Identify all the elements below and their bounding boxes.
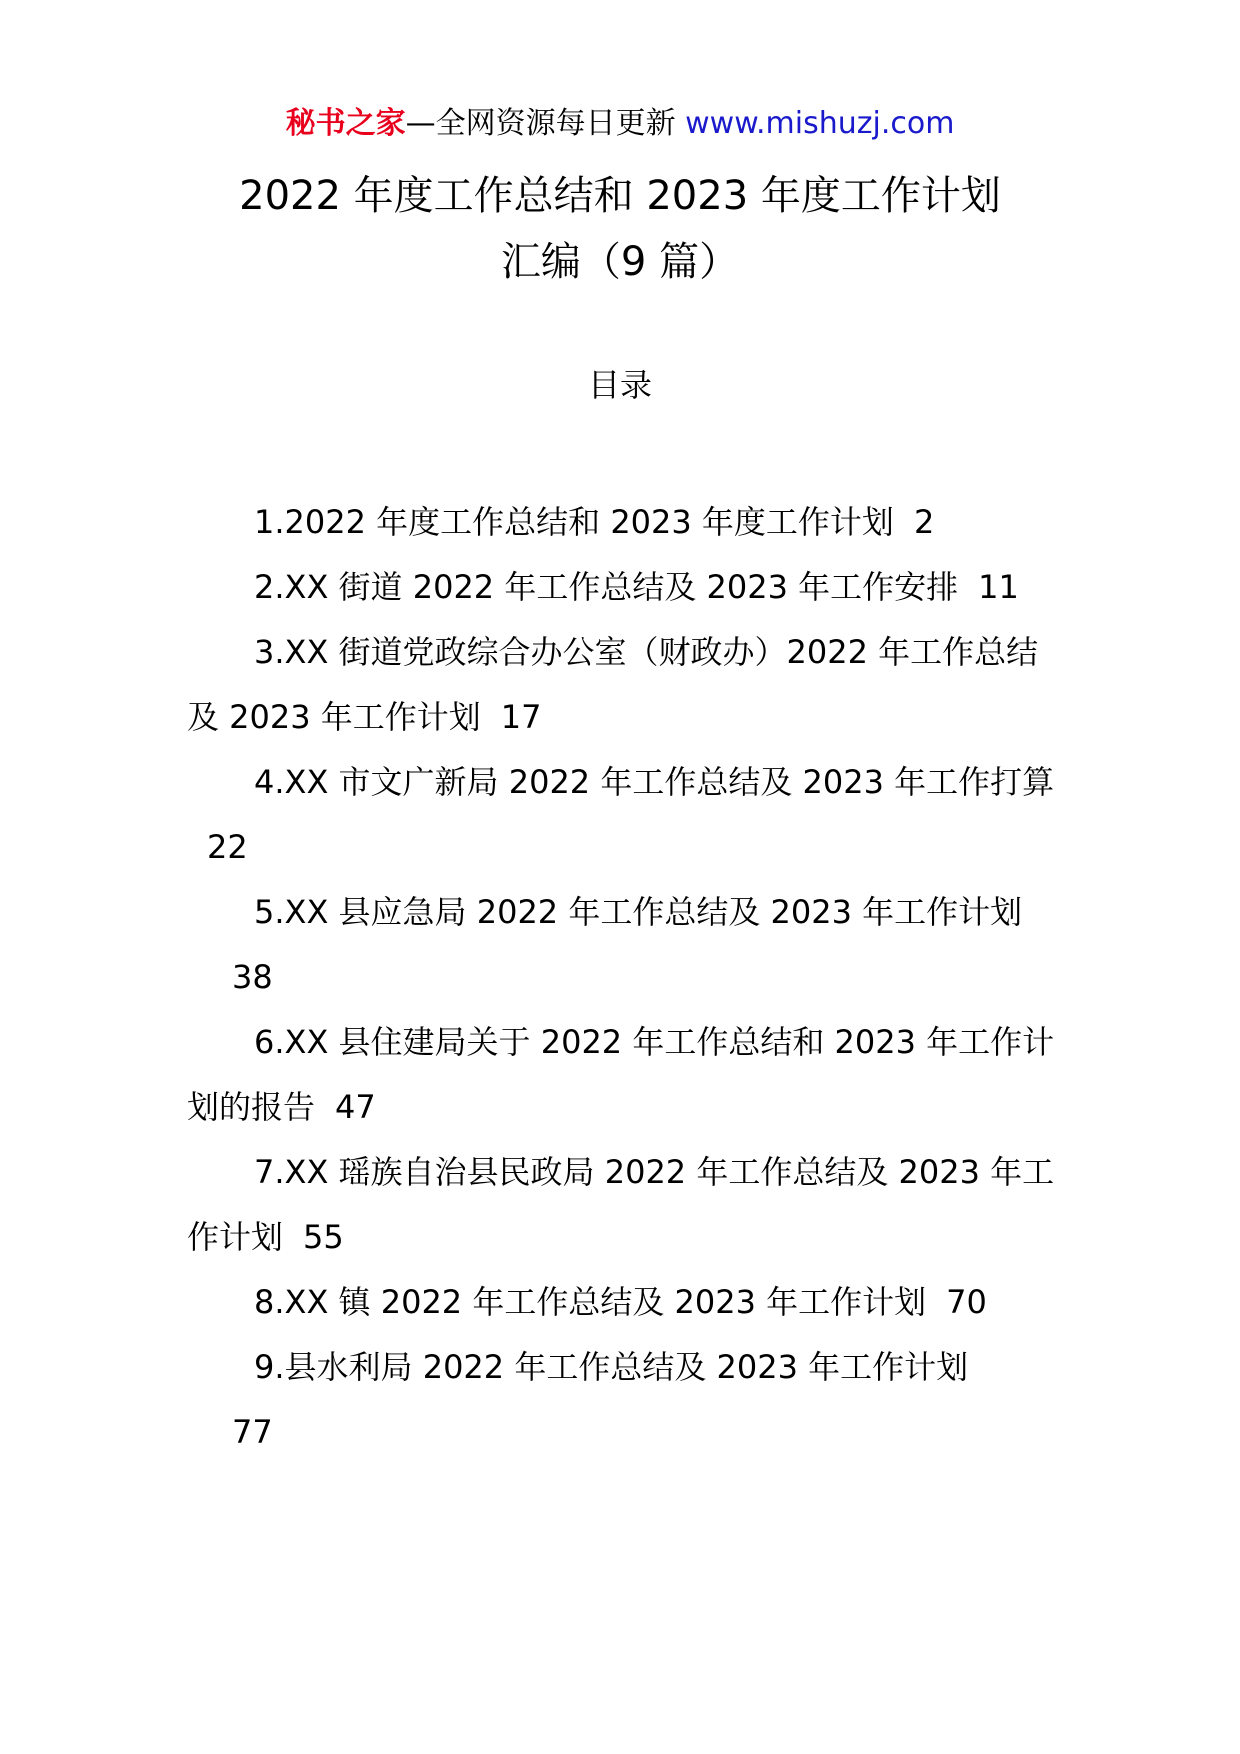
toc-entry-title: 3.XX 街道党政综合办公室（财政办）2022 年工作总结及 2023 年工作计划 <box>187 633 1039 736</box>
document-title <box>0 163 1240 295</box>
toc-entry-page: 38 <box>232 958 273 996</box>
toc-entry-page: 17 <box>500 698 542 736</box>
toc-entry[interactable] <box>187 490 1057 555</box>
title-line-1: 2022 年度工作总结和 2023 年度工作计划 <box>239 173 1001 219</box>
toc-entry[interactable] <box>187 1335 1057 1465</box>
toc-entry-page: 70 <box>946 1283 987 1321</box>
banner-slogan: —全网资源每日更新 <box>405 106 676 141</box>
toc-entry[interactable] <box>187 750 1057 880</box>
brand-name: 秘书之家 <box>285 106 406 141</box>
toc-entry-page: 77 <box>232 1413 273 1451</box>
toc-entry[interactable] <box>187 1140 1057 1270</box>
toc-entry-page: 11 <box>978 568 1019 606</box>
toc-entry-page: 55 <box>303 1218 344 1256</box>
toc-entry-title: 2.XX 街道 2022 年工作总结及 2023 年工作安排 <box>254 568 959 606</box>
toc-entry-title: 1.2022 年度工作总结和 2023 年度工作计划 <box>254 503 894 541</box>
site-banner <box>0 104 1240 144</box>
toc-entry-title: 5.XX 县应急局 2022 年工作总结及 2023 年工作计划 <box>254 893 1023 931</box>
toc-entry-title: 4.XX 市文广新局 2022 年工作总结及 2023 年工作打算 <box>254 763 1055 801</box>
toc-entry-title: 7.XX 瑶族自治县民政局 2022 年工作总结及 2023 年工作计划 <box>187 1153 1055 1256</box>
toc-entry-page: 47 <box>335 1088 376 1126</box>
toc-entry[interactable] <box>187 1010 1057 1140</box>
toc-entry[interactable] <box>187 555 1057 620</box>
website-link[interactable]: www.mishuzj.com <box>685 106 955 141</box>
toc-heading: 目录 <box>587 366 652 404</box>
toc-entry-title: 8.XX 镇 2022 年工作总结及 2023 年工作计划 <box>254 1283 927 1321</box>
title-line-2: 汇编（9 篇） <box>500 239 740 285</box>
toc-entry-title: 6.XX 县住建局关于 2022 年工作总结和 2023 年工作计划的报告 <box>187 1023 1055 1126</box>
toc-entry[interactable] <box>187 880 1057 1010</box>
toc-entry[interactable] <box>187 1270 1057 1335</box>
toc-entry-page: 22 <box>207 828 248 866</box>
toc-entry-page: 2 <box>913 503 935 541</box>
toc-entry-title: 9.县水利局 2022 年工作总结及 2023 年工作计划 <box>254 1348 969 1386</box>
toc-entry[interactable] <box>187 620 1057 750</box>
table-of-contents <box>187 490 1057 1465</box>
